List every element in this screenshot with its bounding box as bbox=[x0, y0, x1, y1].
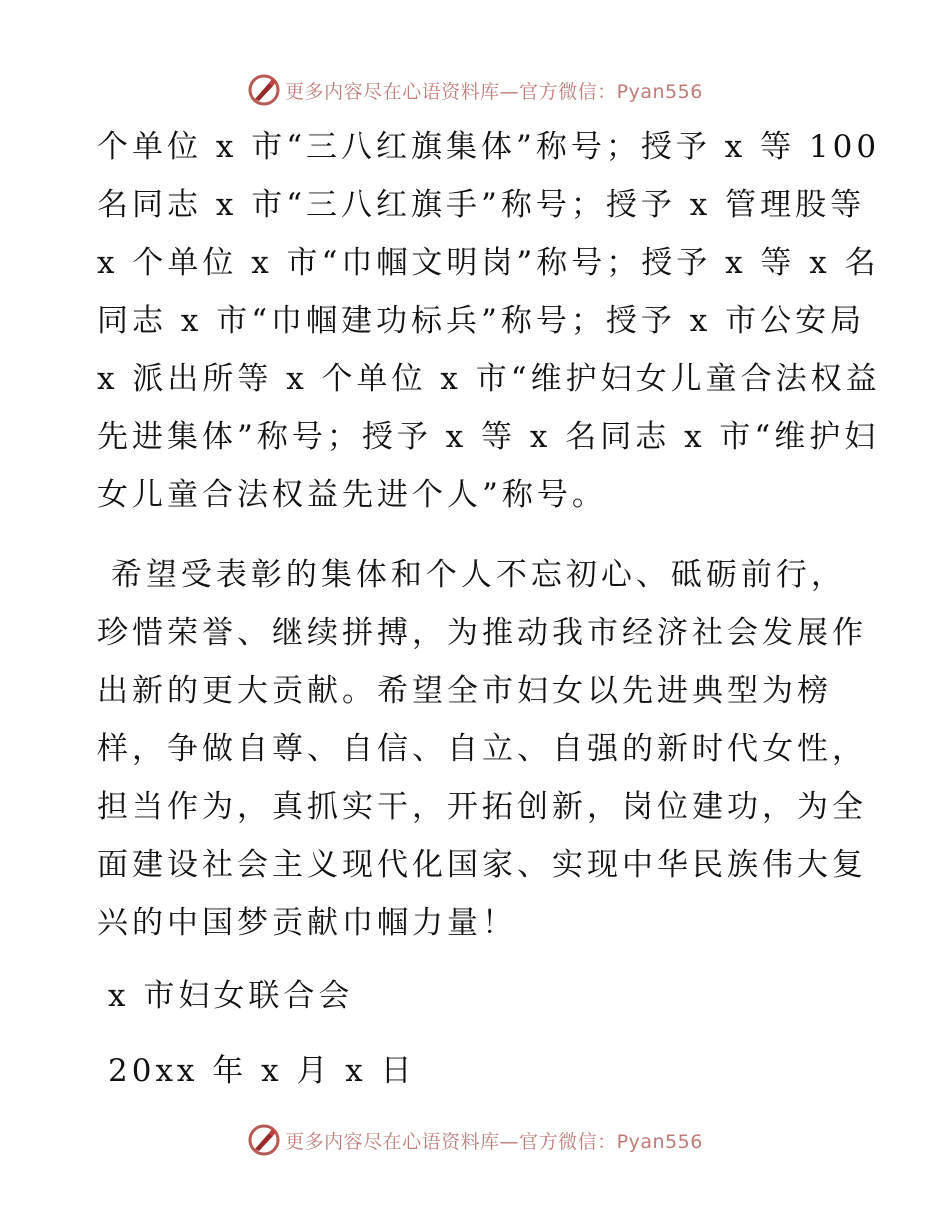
text-line: 兴的中国梦贡献巾帼力量！ bbox=[97, 905, 517, 941]
paragraph-awards bbox=[97, 118, 881, 524]
text-line: 先进集体”称号；授予 x 等 x 名同志 x 市“维护妇 bbox=[97, 419, 880, 455]
text-line: 名同志 x 市“三八红旗手”称号；授予 x 管理股等 bbox=[97, 187, 866, 223]
text-line: 出新的更大贡献。希望全市妇女以先进典型为榜 bbox=[97, 673, 832, 709]
header-banner bbox=[0, 70, 950, 110]
pen-logo-icon bbox=[247, 1123, 281, 1157]
text-line: 面建设社会主义现代化国家、实现中华民族伟大复 bbox=[97, 847, 867, 883]
text-line: 希望受表彰的集体和个人不忘初心、砥砺前行， bbox=[97, 557, 846, 593]
text-line: x 个单位 x 市“巾帼文明岗”称号；授予 x 等 x 名 bbox=[97, 245, 880, 281]
pen-logo-icon bbox=[247, 73, 281, 107]
footer-banner-text: 更多内容尽在心语资料库—官方微信：Pyan556 bbox=[285, 1130, 703, 1153]
footer-banner bbox=[0, 1120, 950, 1160]
signature-organization: x 市妇女联合会 bbox=[108, 978, 354, 1014]
text-line: 担当作为，真抓实干，开拓创新，岗位建功，为全 bbox=[97, 789, 867, 825]
header-banner-text: 更多内容尽在心语资料库—官方微信：Pyan556 bbox=[285, 80, 703, 103]
signature-date: 20xx 年 x 月 x 日 bbox=[108, 1053, 416, 1089]
paragraph-hopes bbox=[97, 546, 867, 952]
text-line: 个单位 x 市“三八红旗集体”称号；授予 x 等 100 bbox=[97, 129, 881, 165]
text-line: 同志 x 市“巾帼建功标兵”称号；授予 x 市公安局 bbox=[97, 303, 866, 339]
text-line: x 派出所等 x 个单位 x 市“维护妇女儿童合法权益 bbox=[97, 361, 881, 397]
text-line: 样，争做自尊、自信、自立、自强的新时代女性， bbox=[97, 731, 867, 767]
text-line: 珍惜荣誉、继续拼搏，为推动我市经济社会发展作 bbox=[97, 615, 867, 651]
text-line: 女儿童合法权益先进个人”称号。 bbox=[97, 477, 607, 513]
